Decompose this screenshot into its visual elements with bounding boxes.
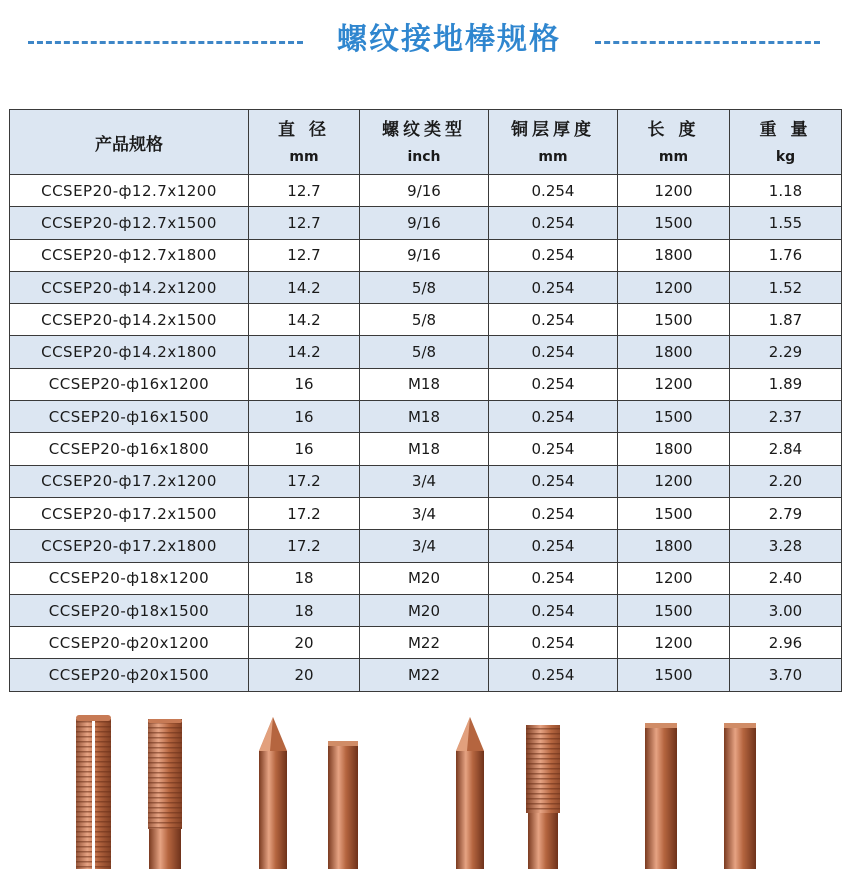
table-row [10, 562, 842, 594]
table-row [10, 207, 842, 239]
cell-thread: M22 [360, 659, 489, 691]
threaded-rod-icon [143, 719, 187, 869]
cell-diameter: 17.2 [249, 497, 360, 529]
cell-thread: 3/4 [360, 530, 489, 562]
table-row [10, 433, 842, 465]
cell-spec: CCSEP20-ф18x1200 [10, 562, 249, 594]
col-header-copper: 铜层厚度 mm [489, 110, 618, 175]
cell-weight: 3.28 [730, 530, 842, 562]
cell-spec: CCSEP20-ф12.7x1200 [10, 175, 249, 207]
cell-spec: CCSEP20-ф16x1500 [10, 401, 249, 433]
cell-length: 1500 [618, 401, 730, 433]
cell-weight: 2.79 [730, 497, 842, 529]
cell-copper: 0.254 [489, 627, 618, 659]
table-row [10, 530, 842, 562]
cell-copper: 0.254 [489, 207, 618, 239]
cell-copper: 0.254 [489, 368, 618, 400]
table-row [10, 497, 842, 529]
cell-length: 1200 [618, 271, 730, 303]
cell-copper: 0.254 [489, 304, 618, 336]
cell-length: 1500 [618, 304, 730, 336]
cell-spec: CCSEP20-ф17.2x1500 [10, 497, 249, 529]
col-header-diameter: 直 径 mm [249, 110, 360, 175]
cell-diameter: 20 [249, 659, 360, 691]
cell-weight: 1.18 [730, 175, 842, 207]
cell-thread: 5/8 [360, 304, 489, 336]
cell-copper: 0.254 [489, 175, 618, 207]
cell-thread: M18 [360, 433, 489, 465]
cell-weight: 1.52 [730, 271, 842, 303]
col-header-length: 长 度 mm [618, 110, 730, 175]
cell-weight: 1.87 [730, 304, 842, 336]
col-header-spec: 产品规格 [10, 110, 249, 175]
cell-spec: CCSEP20-ф20x1200 [10, 627, 249, 659]
cell-copper: 0.254 [489, 497, 618, 529]
cell-length: 1800 [618, 433, 730, 465]
cell-thread: 5/8 [360, 271, 489, 303]
cell-diameter: 14.2 [249, 336, 360, 368]
cell-weight: 2.37 [730, 401, 842, 433]
cell-copper: 0.254 [489, 562, 618, 594]
cell-diameter: 14.2 [249, 271, 360, 303]
cell-diameter: 18 [249, 562, 360, 594]
cell-thread: 5/8 [360, 336, 489, 368]
cell-weight: 2.40 [730, 562, 842, 594]
table-row [10, 336, 842, 368]
cell-length: 1500 [618, 497, 730, 529]
cell-diameter: 14.2 [249, 304, 360, 336]
cell-weight: 1.76 [730, 239, 842, 271]
cell-diameter: 12.7 [249, 207, 360, 239]
cell-diameter: 17.2 [249, 465, 360, 497]
cell-copper: 0.254 [489, 271, 618, 303]
table-row [10, 175, 842, 207]
table-row [10, 594, 842, 626]
table-row [10, 465, 842, 497]
cell-weight: 2.20 [730, 465, 842, 497]
cell-spec: CCSEP20-ф20x1500 [10, 659, 249, 691]
cell-diameter: 16 [249, 433, 360, 465]
product-photos [0, 700, 850, 869]
table-row [10, 627, 842, 659]
cell-copper: 0.254 [489, 239, 618, 271]
cell-spec: CCSEP20-ф17.2x1200 [10, 465, 249, 497]
table-row [10, 239, 842, 271]
cell-length: 1500 [618, 207, 730, 239]
cell-diameter: 12.7 [249, 175, 360, 207]
cell-spec: CCSEP20-ф14.2x1200 [10, 271, 249, 303]
cell-spec: CCSEP20-ф18x1500 [10, 594, 249, 626]
cell-thread: 9/16 [360, 207, 489, 239]
cell-weight: 1.55 [730, 207, 842, 239]
cell-length: 1200 [618, 368, 730, 400]
cell-length: 1800 [618, 239, 730, 271]
col-header-weight: 重 量 kg [730, 110, 842, 175]
cell-thread: M18 [360, 401, 489, 433]
page-title: 螺纹接地棒规格 [337, 22, 561, 57]
cell-length: 1800 [618, 530, 730, 562]
col-header-thread: 螺纹类型 inch [360, 110, 489, 175]
cell-spec: CCSEP20-ф14.2x1500 [10, 304, 249, 336]
pointed-rod-icon [455, 717, 485, 869]
spec-table [9, 109, 842, 692]
cell-spec: CCSEP20-ф16x1800 [10, 433, 249, 465]
cell-spec: CCSEP20-ф12.7x1800 [10, 239, 249, 271]
cell-spec: CCSEP20-ф16x1200 [10, 368, 249, 400]
cell-copper: 0.254 [489, 594, 618, 626]
cell-length: 1500 [618, 594, 730, 626]
cell-weight: 1.89 [730, 368, 842, 400]
cell-weight: 3.70 [730, 659, 842, 691]
cell-length: 1500 [618, 659, 730, 691]
cell-diameter: 16 [249, 368, 360, 400]
table-row [10, 368, 842, 400]
cell-diameter: 16 [249, 401, 360, 433]
cell-thread: 3/4 [360, 465, 489, 497]
plain-rod-icon [643, 723, 679, 869]
cell-length: 1200 [618, 175, 730, 207]
threaded-rod-icon [525, 725, 561, 869]
table-row [10, 659, 842, 691]
right-dash-divider [595, 41, 820, 44]
cell-thread: M22 [360, 627, 489, 659]
left-dash-divider [28, 41, 303, 44]
table-row [10, 401, 842, 433]
cell-length: 1200 [618, 562, 730, 594]
cell-thread: M18 [360, 368, 489, 400]
cell-thread: M20 [360, 562, 489, 594]
cell-thread: 9/16 [360, 175, 489, 207]
pointed-rod-icon [258, 717, 288, 869]
cell-diameter: 12.7 [249, 239, 360, 271]
cell-length: 1800 [618, 336, 730, 368]
table-row [10, 271, 842, 303]
table-header-row [10, 110, 842, 175]
rod-plain-end-icon [327, 741, 359, 869]
cell-copper: 0.254 [489, 465, 618, 497]
cell-spec: CCSEP20-ф14.2x1800 [10, 336, 249, 368]
cell-length: 1200 [618, 465, 730, 497]
cell-weight: 2.96 [730, 627, 842, 659]
table-row [10, 304, 842, 336]
cell-weight: 3.00 [730, 594, 842, 626]
cell-length: 1200 [618, 627, 730, 659]
cell-weight: 2.29 [730, 336, 842, 368]
cell-diameter: 18 [249, 594, 360, 626]
cell-copper: 0.254 [489, 336, 618, 368]
threaded-rod-split-icon [72, 713, 116, 869]
plain-rod-icon [722, 723, 758, 869]
cell-weight: 2.84 [730, 433, 842, 465]
cell-diameter: 20 [249, 627, 360, 659]
title-banner [0, 0, 850, 90]
cell-spec: CCSEP20-ф17.2x1800 [10, 530, 249, 562]
cell-thread: 9/16 [360, 239, 489, 271]
cell-diameter: 17.2 [249, 530, 360, 562]
cell-copper: 0.254 [489, 659, 618, 691]
cell-copper: 0.254 [489, 401, 618, 433]
cell-thread: M20 [360, 594, 489, 626]
cell-copper: 0.254 [489, 433, 618, 465]
cell-copper: 0.254 [489, 530, 618, 562]
cell-spec: CCSEP20-ф12.7x1500 [10, 207, 249, 239]
cell-thread: 3/4 [360, 497, 489, 529]
